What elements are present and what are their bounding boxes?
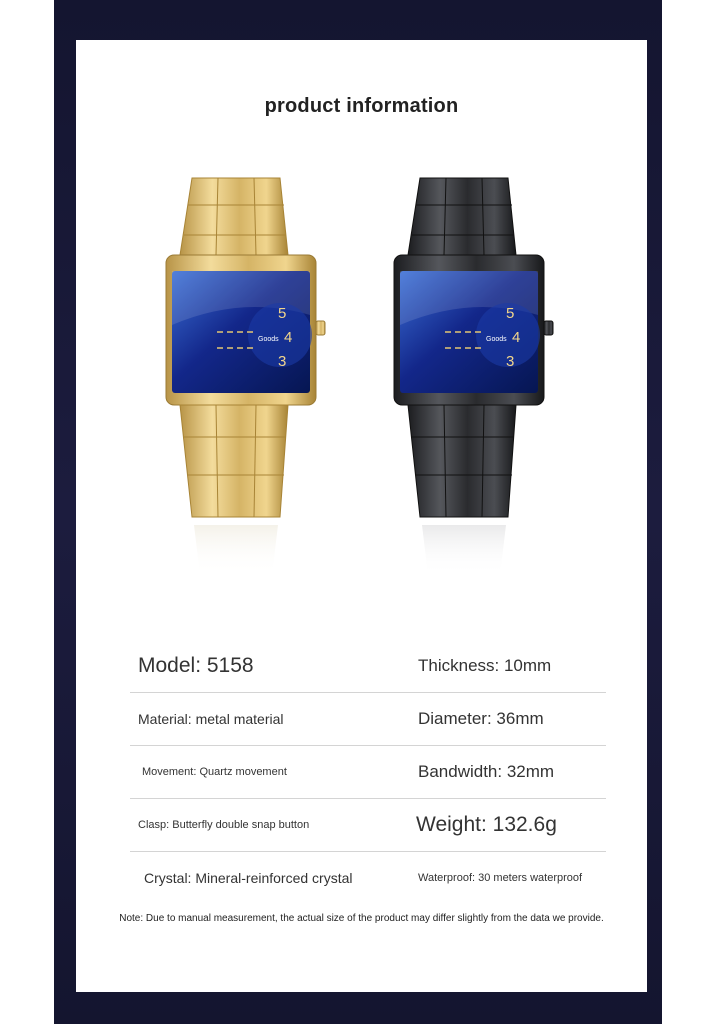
brand-label: Goods [258, 336, 279, 343]
spec-row [130, 693, 606, 746]
spec-diameter: Diameter: 36mm [418, 709, 544, 728]
digit-3-label: 3 [506, 353, 515, 370]
spec-bandwidth: Bandwidth: 32mm [418, 762, 555, 781]
spec-row [130, 640, 606, 693]
page-title: product information [264, 95, 459, 117]
crown-icon [544, 321, 553, 335]
spec-row [130, 746, 606, 799]
crown-icon [316, 321, 325, 335]
spec-thickness: Thickness: 10mm [418, 656, 552, 675]
spec-waterproof: Waterproof: 30 meters waterproof [418, 872, 583, 884]
spec-movement: Movement: Quartz movement [142, 766, 287, 778]
spec-row [130, 852, 606, 904]
spec-row [130, 799, 606, 852]
brand-label: Goods [486, 336, 507, 343]
spec-material: Material: metal material [138, 711, 284, 727]
specs-table [130, 640, 606, 904]
disclaimer-note: Note: Due to manual measurement, the actual size of the product may differ slightly from the data we provide. [119, 913, 604, 924]
spec-crystal: Crystal: Mineral-reinforced crystal [144, 870, 353, 886]
digit-5-label: 5 [506, 305, 515, 322]
spec-weight: Weight: 132.6g [416, 813, 557, 836]
spec-model: Model: 5158 [138, 654, 254, 677]
digit-5-label: 5 [278, 305, 287, 322]
digit-4-label: 4 [284, 329, 293, 346]
gold-watch-image [162, 175, 332, 585]
digit-3-label: 3 [278, 353, 287, 370]
black-watch-image [390, 175, 560, 585]
product-info-panel [76, 40, 647, 992]
digit-4-label: 4 [512, 329, 521, 346]
spec-clasp: Clasp: Butterfly double snap button [138, 819, 310, 831]
